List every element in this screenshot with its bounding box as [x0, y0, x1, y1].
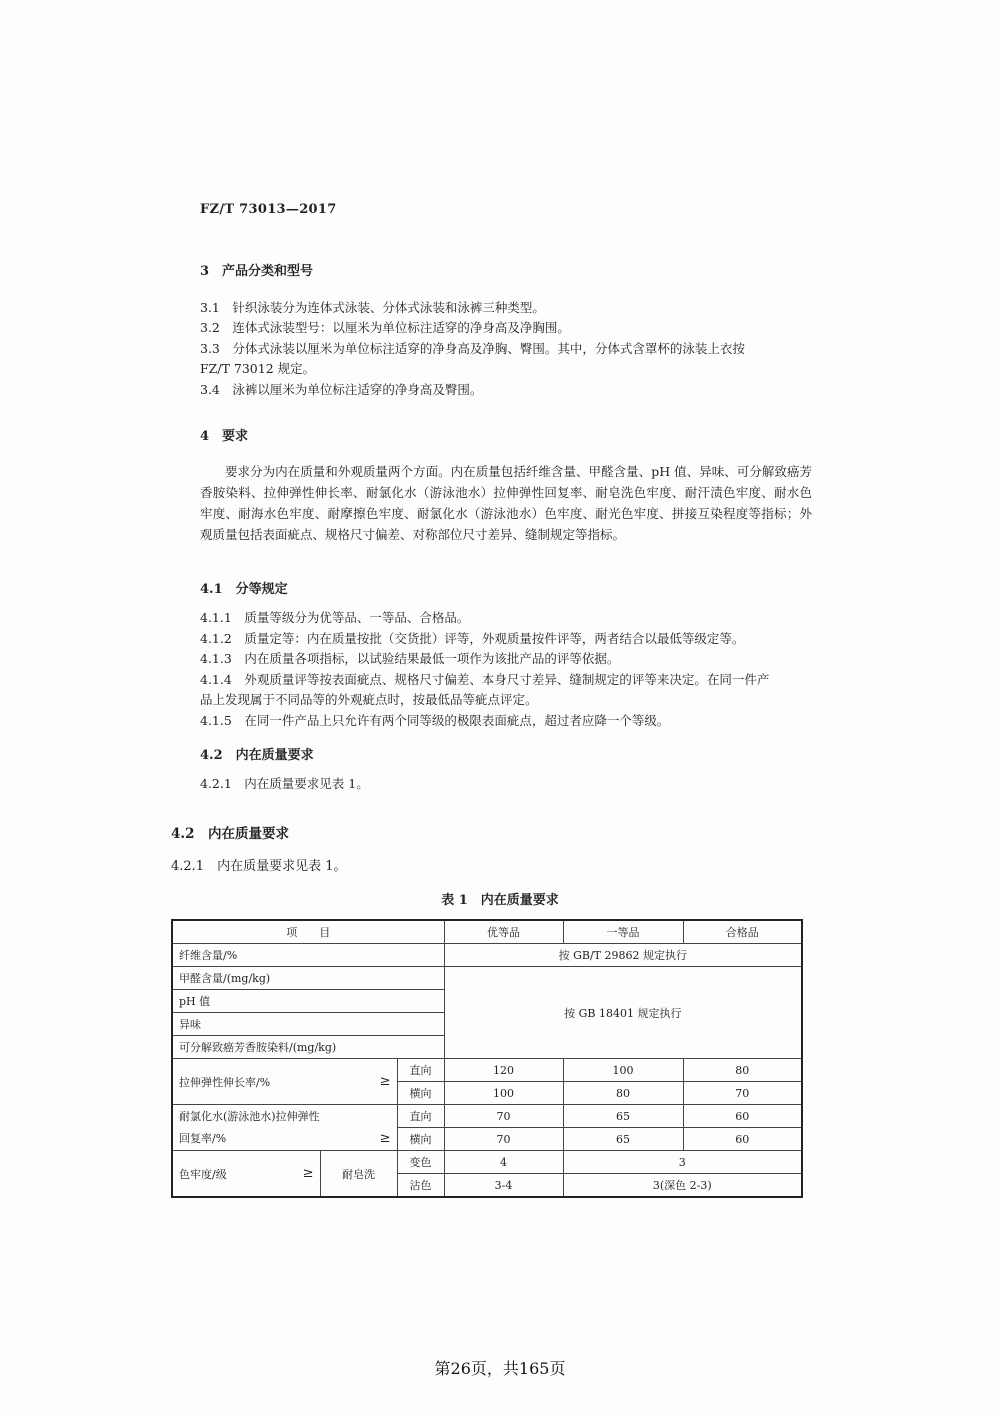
ph-label: pH 值 [172, 990, 444, 1013]
fiber-label: 纤维含量/% [172, 944, 444, 967]
value-cell: 100 [444, 1082, 563, 1105]
header-item: 项 目 [172, 920, 444, 944]
table-row [172, 1059, 802, 1082]
standard-number: FZ/T 73013—2017 [200, 202, 337, 217]
value-cell: 60 [683, 1128, 802, 1151]
value-cell: 120 [444, 1059, 563, 1082]
colorfastness-label: 色牢度/级 ≥ [172, 1151, 320, 1198]
section-4-2-heading: 4.2 内在质量要求 [200, 748, 314, 763]
section-4-paragraph: 要求分为内在质量和外观质量两个方面。内在质量包括纤维含量、甲醛含量、pH 值、异味、可分解致癌芳香胺染料、拉伸弹性伸长率、耐氯化水（游泳池水）拉伸弹性回复率、耐皂洗色牢度、耐汗渍色牢度、耐水色牢度、耐海水色牢度、耐摩擦色牢度、耐氯化水（游泳池水）色牢度、耐光色牢度、拼接互染程度等指标；外观质量包括表面疵点、规格尺寸偏差、对称部位尺寸差异、缝制规定等指标。 [200, 464, 812, 542]
direction-label: 横向 [397, 1128, 444, 1151]
value-cell: 65 [563, 1105, 683, 1128]
repeat-4-2-1: 4.2.1 内在质量要求见表 1。 [171, 859, 347, 874]
value-cell: 80 [683, 1059, 802, 1082]
azo-label: 可分解致癌芳香胺染料/(mg/kg) [172, 1036, 444, 1059]
clause-3-3-cont: FZ/T 73012 规定。 [200, 361, 316, 376]
value-cell: 3(深色 2-3) [563, 1174, 802, 1198]
odor-label: 异味 [172, 1013, 444, 1036]
section-4-heading: 4 要求 [200, 429, 249, 444]
clause-4-1-4: 4.1.4 外观质量评等按表面疵点、规格尺寸偏差、本身尺寸差异、缝制规定的评等来决定。在同一件产 [200, 672, 770, 687]
value-cell: 4 [444, 1151, 563, 1174]
color-change-label: 变色 [397, 1151, 444, 1174]
value-cell: 70 [683, 1082, 802, 1105]
header-grade-3: 合格品 [683, 920, 802, 944]
clause-4-2-1: 4.2.1 内在质量要求见表 1。 [200, 776, 369, 791]
fiber-value: 按 GB/T 29862 规定执行 [444, 944, 802, 967]
value-cell: 3-4 [444, 1174, 563, 1198]
gb18401-value: 按 GB 18401 规定执行 [444, 967, 802, 1059]
header-grade-2: 一等品 [563, 920, 683, 944]
clause-3-3: 3.3 分体式泳装以厘米为单位标注适穿的净身高及净胸、臀围。其中，分体式含罩杯的泳装上衣按 [200, 341, 745, 356]
staining-label: 沾色 [397, 1174, 444, 1198]
direction-label: 直向 [397, 1105, 444, 1128]
ge-symbol: ≥ [302, 1165, 314, 1181]
value-cell: 70 [444, 1105, 563, 1128]
elongation-label: 拉伸弹性伸长率/% ≥ [172, 1059, 397, 1105]
soap-wash-label: 耐皂洗 [320, 1151, 397, 1198]
repeat-4-2-heading: 4.2 内在质量要求 [171, 826, 289, 842]
value-cell: 80 [563, 1082, 683, 1105]
section-3-heading: 3 产品分类和型号 [200, 264, 314, 279]
clause-4-1-2: 4.1.2 质量定等：内在质量按批（交货批）评等，外观质量按件评等，两者结合以最低等级定等。 [200, 631, 745, 646]
clause-3-2: 3.2 连体式泳装型号：以厘米为单位标注适穿的净身高及净胸围。 [200, 320, 570, 335]
table-row [172, 1151, 802, 1174]
value-cell: 65 [563, 1128, 683, 1151]
header-grade-1: 优等品 [444, 920, 563, 944]
table-caption: 表 1 内在质量要求 [441, 893, 559, 908]
clause-4-1-5: 4.1.5 在同一件产品上只允许有两个同等级的极限表面疵点，超过者应降一个等级。 [200, 713, 670, 728]
value-cell: 100 [563, 1059, 683, 1082]
direction-label: 横向 [397, 1082, 444, 1105]
clause-4-1-3: 4.1.3 内在质量各项指标，以试验结果最低一项作为该批产品的评等依据。 [200, 651, 620, 666]
ge-symbol: ≥ [379, 1130, 391, 1146]
recovery-label: 耐氯化水(游泳池水)拉伸弹性 回复率/% ≥ [172, 1105, 397, 1151]
clause-4-1-1: 4.1.1 质量等级分为优等品、一等品、合格品。 [200, 610, 470, 625]
clause-4-1-4-cont: 品上发现属于不同品等的外观疵点时，按最低品等疵点评定。 [200, 692, 538, 707]
table-header-row [172, 920, 802, 944]
value-cell: 60 [683, 1105, 802, 1128]
value-cell: 70 [444, 1128, 563, 1151]
table-row [172, 944, 802, 967]
table-row [172, 1105, 802, 1128]
ge-symbol: ≥ [379, 1073, 391, 1089]
clause-3-4: 3.4 泳裤以厘米为单位标注适穿的净身高及臀围。 [200, 382, 483, 397]
direction-label: 直向 [397, 1059, 444, 1082]
table-row [172, 967, 802, 990]
quality-requirements-table [171, 919, 803, 1198]
section-4-1-heading: 4.1 分等规定 [200, 582, 288, 597]
clause-3-1: 3.1 针织泳装分为连体式泳装、分体式泳装和泳裤三种类型。 [200, 300, 545, 315]
page-number: 第26页，共165页 [434, 1359, 566, 1378]
value-cell: 3 [563, 1151, 802, 1174]
formaldehyde-label: 甲醛含量/(mg/kg) [172, 967, 444, 990]
